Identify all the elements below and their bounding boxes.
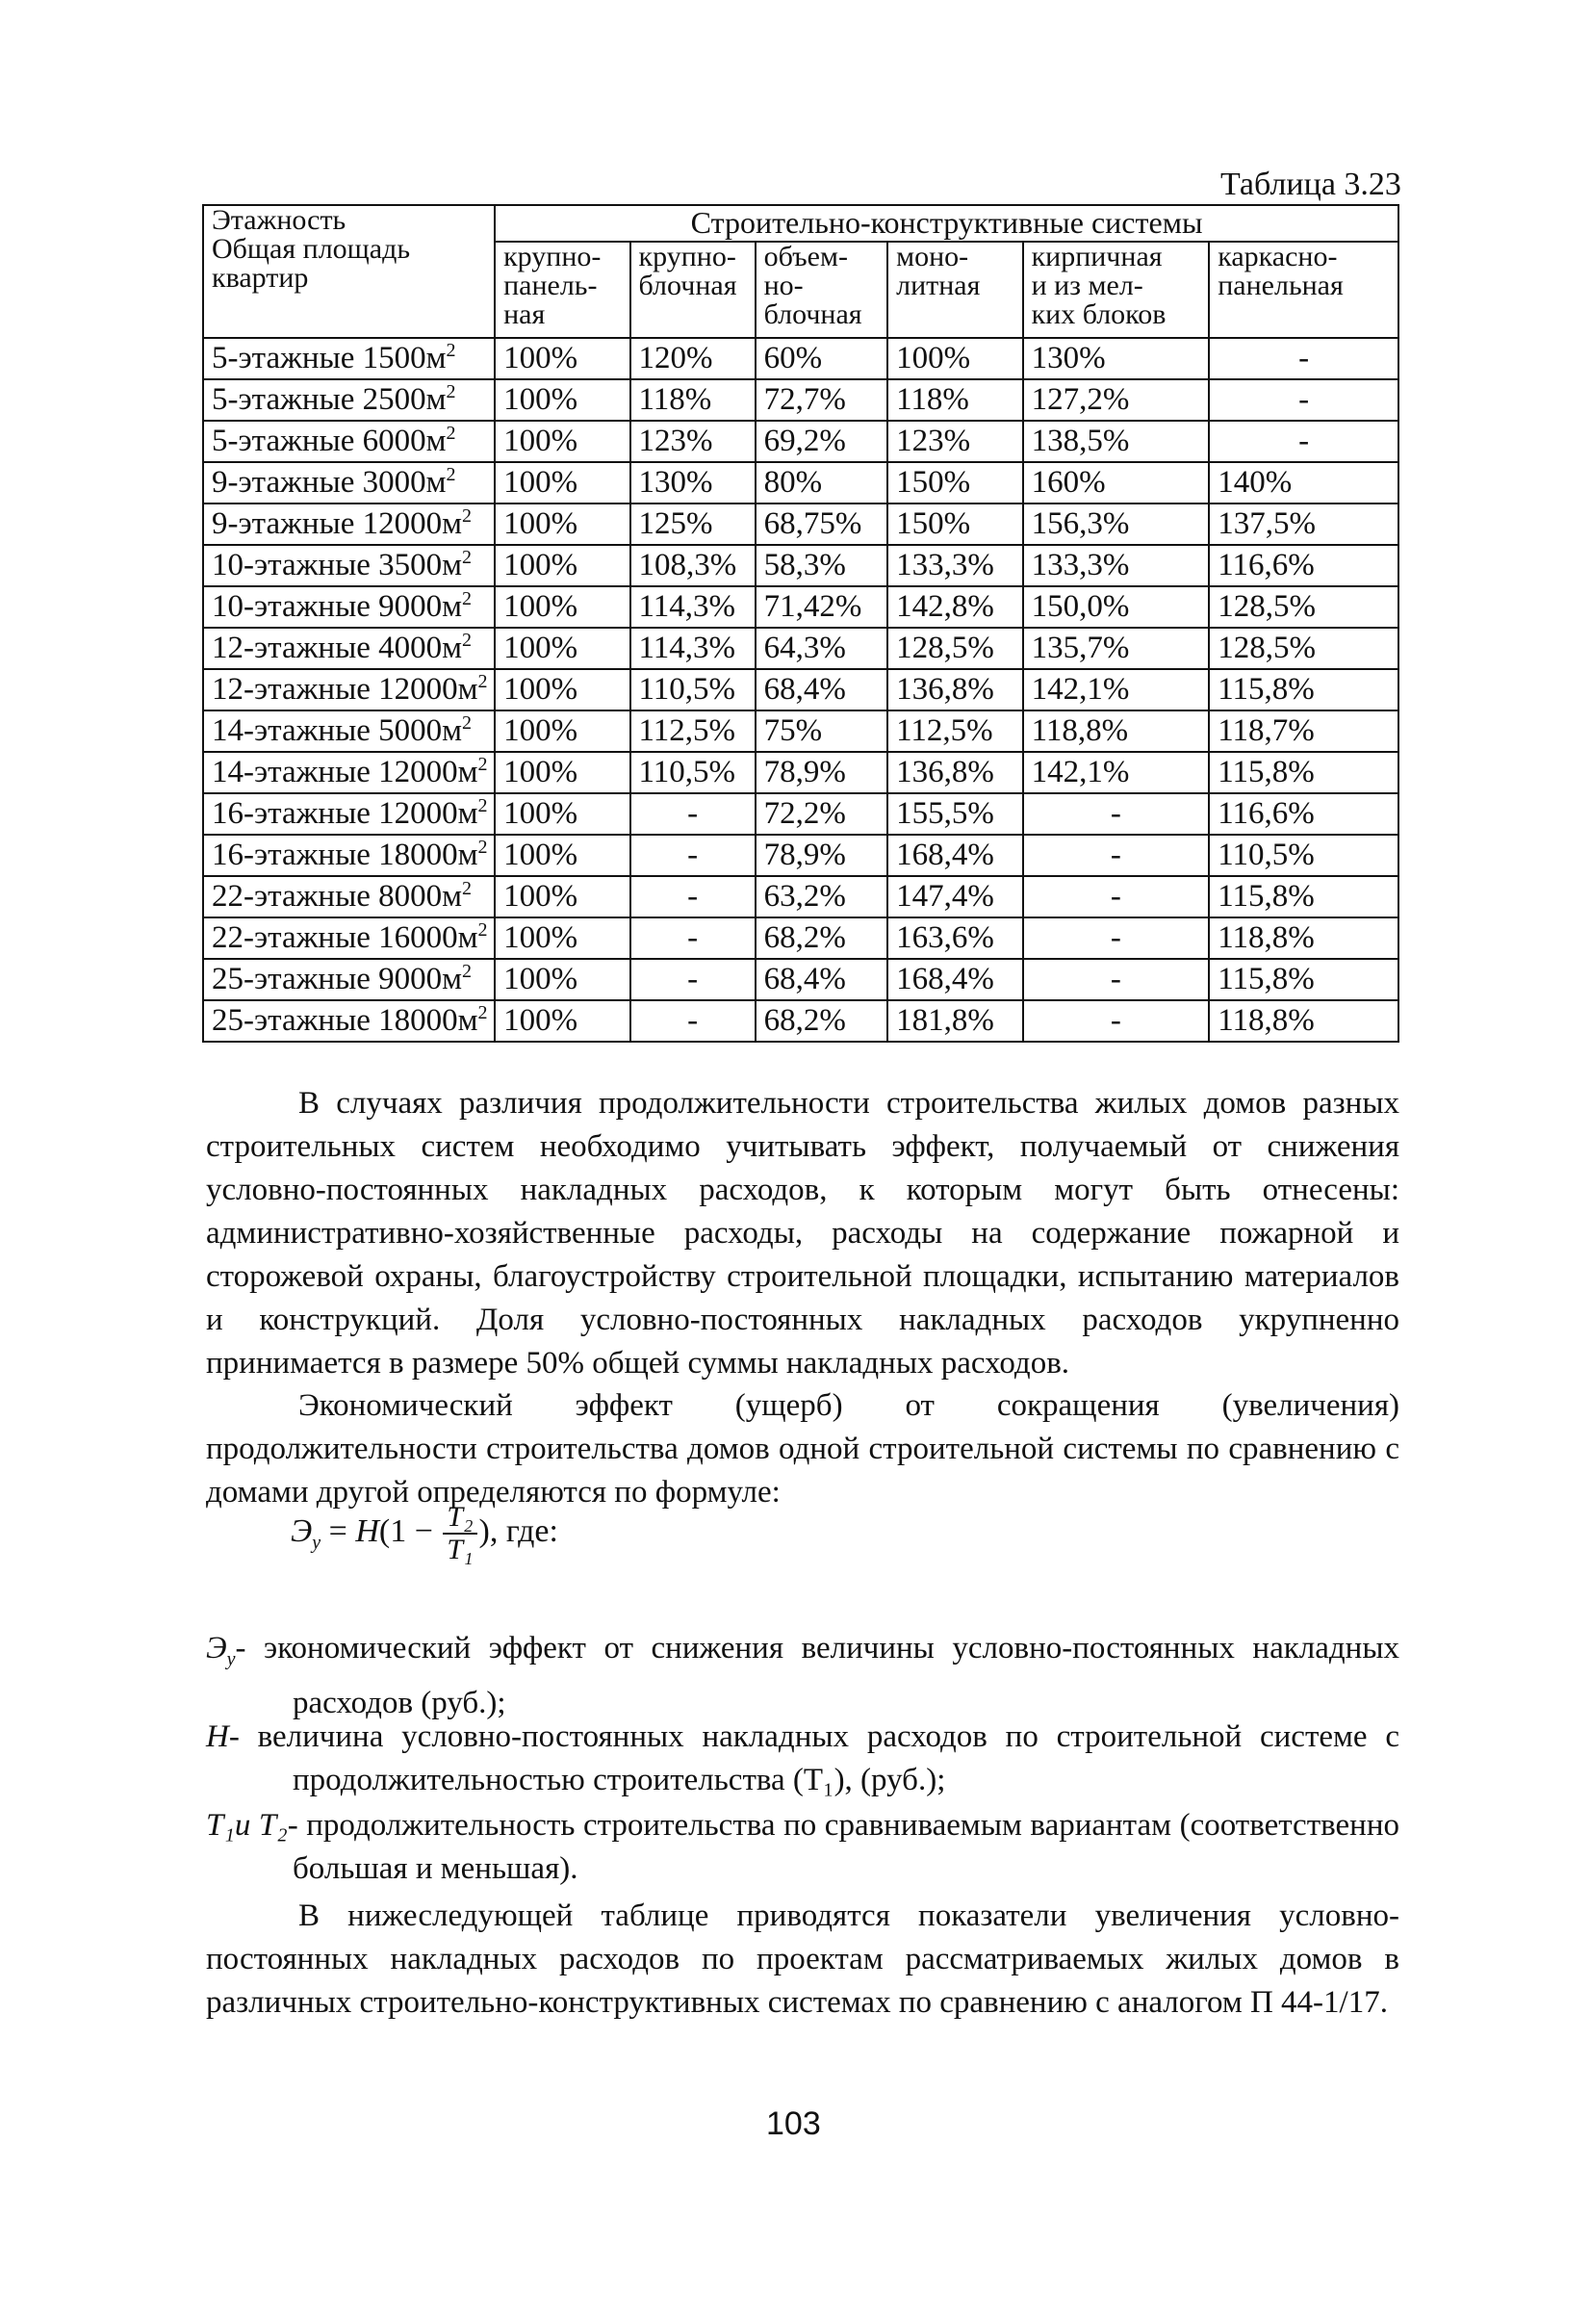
corner-header [203,205,495,338]
row-label-text: 25-этажные 9000м [212,962,463,996]
table-row [203,1000,1398,1042]
table-cell: 72,7% [756,379,887,421]
group-header: Строительно-конструктивные системы [495,205,1398,242]
table-row [203,876,1398,917]
table-row [203,835,1398,876]
formula-symbol: Н [355,1512,379,1549]
definition-subscript: у [226,1648,236,1670]
row-label-text: 9-этажные 12000м [212,506,463,541]
row-label-text: 22-этажные 16000м [212,920,478,955]
table-row [203,793,1398,835]
area-superscript: 2 [477,837,488,858]
table-cell: 108,3% [630,545,756,586]
table-cell: 115,8% [1209,876,1398,917]
table-cell: 128,5% [1209,628,1398,669]
table-cell: 115,8% [1209,669,1398,710]
row-label-text: 16-этажные 18000м [212,838,478,872]
table-cell: 78,9% [756,752,887,793]
table-cell: - [630,917,756,959]
area-superscript: 2 [477,1002,488,1023]
table-cell: 75% [756,710,887,752]
row-label-text: 22-этажные 8000м [212,879,463,914]
area-superscript: 2 [446,464,456,485]
table-cell: 100% [495,462,629,504]
table-cell: 150,0% [1023,586,1210,628]
column-header-line: но- [763,270,804,301]
column-header-line: кирпичная [1031,242,1163,272]
table-cell: - [1209,379,1398,421]
row-label [203,586,495,628]
table-cell: 100% [495,504,629,545]
column-header-line: крупно- [503,242,602,272]
table-cell: 72,2% [756,793,887,835]
row-label [203,752,495,793]
definition-text: - продолжительность строительства по сравниваемым вариантам (соответственно большая и меньшая). [287,1808,1399,1886]
table-cell: 100% [495,917,629,959]
column-header [756,242,887,338]
table-cell: - [630,959,756,1000]
column-header [1209,242,1398,338]
page-number: 103 [766,2105,821,2142]
row-label-text: 12-этажные 12000м [212,672,478,707]
definition-text: - величина условно-постоянных накладных расходов по строительной системе с продолжительностью строительства (T₁), (руб.); [228,1719,1399,1797]
table-cell: - [1209,338,1398,379]
table-cell: 100% [495,586,629,628]
formula-numerator: T₂ [443,1502,476,1535]
row-label [203,545,495,586]
table-cell: 120% [630,338,756,379]
definition-symbol: Э [206,1631,227,1666]
table-cell: 58,3% [756,545,887,586]
paragraph-next-table-intro [206,1895,1399,2025]
row-label [203,338,495,379]
table-cell: - [1023,793,1210,835]
table-cell: 133,3% [887,545,1022,586]
table-cell: 125% [630,504,756,545]
table-row [203,586,1398,628]
table-cell: 123% [887,421,1022,462]
table-cell: 128,5% [1209,586,1398,628]
corner-header-line: квартир [212,262,309,294]
formula-open: (1 − [378,1512,442,1549]
table-cell: 100% [495,545,629,586]
table-cell: 100% [495,959,629,1000]
area-superscript: 2 [477,671,488,692]
column-header [630,242,756,338]
table-cell: 142,8% [887,586,1022,628]
area-superscript: 2 [462,630,473,651]
area-superscript: 2 [462,547,473,568]
table-cell: 115,8% [1209,959,1398,1000]
row-label [203,835,495,876]
column-header-line: ких блоков [1031,298,1167,330]
table-cell: - [630,793,756,835]
table-cell: - [630,835,756,876]
table-cell: 114,3% [630,586,756,628]
formula-fraction [443,1502,476,1565]
table-row [203,504,1398,545]
table-cell: 68,2% [756,1000,887,1042]
table-cell: 130% [1023,338,1210,379]
row-label [203,876,495,917]
corner-header-line: Этажность [212,205,346,236]
corner-header-line: Общая площадь [212,233,411,265]
table-cell: 127,2% [1023,379,1210,421]
formula-equals: = [321,1512,356,1549]
table-cell: 135,7% [1023,628,1210,669]
table-cell: 69,2% [756,421,887,462]
table-cell: 100% [495,669,629,710]
column-header-line: объем- [763,242,848,272]
area-superscript: 2 [477,795,488,816]
table-cell: 68,4% [756,959,887,1000]
formula-denominator: T₁ [447,1534,474,1565]
row-label [203,917,495,959]
table-cell: 68,2% [756,917,887,959]
column-header-line: блочная [638,270,737,301]
table-cell: 163,6% [887,917,1022,959]
area-superscript: 2 [462,712,473,734]
table-cell: 118,8% [1023,710,1210,752]
table-row [203,462,1398,504]
formula-subscript: у [312,1532,321,1554]
table-cell: 112,5% [630,710,756,752]
table-cell: 116,6% [1209,793,1398,835]
table-cell: 168,4% [887,959,1022,1000]
column-header-line: и из мел- [1031,270,1143,301]
table-cell: 114,3% [630,628,756,669]
area-superscript: 2 [462,878,473,899]
table-row [203,545,1398,586]
table-cell: 68,75% [756,504,887,545]
row-label [203,504,495,545]
definition-item [206,1804,1399,1891]
table-cell: 118% [887,379,1022,421]
table-cell: 78,9% [756,835,887,876]
economic-effect-formula [291,1502,558,1565]
row-label-text: 16-этажные 12000м [212,796,478,831]
column-header [887,242,1022,338]
table-cell: 130% [630,462,756,504]
area-superscript: 2 [462,961,473,982]
table-cell: 100% [495,379,629,421]
table-row [203,421,1398,462]
column-header [1023,242,1210,338]
row-label-text: 5-этажные 6000м [212,424,447,458]
area-superscript: 2 [446,381,456,402]
column-header-line: литная [896,270,981,301]
row-label-text: 25-этажные 18000м [212,1003,478,1038]
paragraph-text: В случаях различия продолжительности строительства жилых домов разных строительных систем необходимо учитывать эффект, получаемый от снижения условно-постоянных накладных расходов, к которым могут быть отнесены: административно-хозяйственные расходы, расходы на содержание пожарной и сторожевой охраны, благоустройству строительной площадки, испытанию материалов и конструкций. Доля условно-постоянных накладных расходов укрупненно принимается в размере 50% общей суммы накладных расходов. [206,1086,1399,1381]
table-cell: 80% [756,462,887,504]
table-cell: 147,4% [887,876,1022,917]
table-cell: 71,42% [756,586,887,628]
row-label-text: 14-этажные 5000м [212,713,463,748]
table-cell: 140% [1209,462,1398,504]
table-cell: 168,4% [887,835,1022,876]
table-cell: 110,5% [630,669,756,710]
row-label [203,628,495,669]
table-cell: 118,8% [1209,917,1398,959]
paragraph-formula-intro [206,1384,1399,1514]
column-header-line: ная [503,298,546,330]
table-cell: 64,3% [756,628,887,669]
table-row [203,338,1398,379]
definition-symbol: Н [206,1719,229,1754]
row-label [203,379,495,421]
row-label [203,710,495,752]
row-label [203,1000,495,1042]
table-cell: - [1023,917,1210,959]
row-label [203,669,495,710]
data-table [202,204,1399,1043]
table-cell: 133,3% [1023,545,1210,586]
row-label-text: 5-этажные 1500м [212,341,447,375]
table-caption: Таблица 3.23 [1220,167,1401,202]
table-cell: 100% [495,752,629,793]
table-cell: 112,5% [887,710,1022,752]
paragraph-duration-effect [206,1082,1399,1385]
table-row [203,959,1398,1000]
table-cell: - [630,1000,756,1042]
column-header-line: панель- [503,270,598,301]
column-header-line: крупно- [638,242,736,272]
table-cell: 100% [495,793,629,835]
table-cell: 115,8% [1209,752,1398,793]
paragraph-text: В нижеследующей таблице приводятся показатели увеличения условно-постоянных накладных расходов по проектам рассматриваемых жилых домов в различных строительно-конструктивных системах по сравнению с аналогом П 44-1/17. [206,1898,1399,2020]
table-row [203,917,1398,959]
table-cell: 128,5% [887,628,1022,669]
table-cell: 136,8% [887,669,1022,710]
table-cell: 118,8% [1209,1000,1398,1042]
table-cell: 137,5% [1209,504,1398,545]
table-cell: 160% [1023,462,1210,504]
table-cell: 100% [495,835,629,876]
table-cell: - [630,876,756,917]
table-cell: 100% [495,628,629,669]
row-label-text: 5-этажные 2500м [212,382,447,417]
row-label-text: 10-этажные 3500м [212,548,463,582]
table-cell: 150% [887,504,1022,545]
table-cell: 136,8% [887,752,1022,793]
column-header-line: панельная [1218,270,1344,301]
table-cell: 116,6% [1209,545,1398,586]
table-cell: 63,2% [756,876,887,917]
table-cell: 142,1% [1023,669,1210,710]
table-cell: 118% [630,379,756,421]
row-label [203,959,495,1000]
row-label-text: 10-этажные 9000м [212,589,463,624]
row-label-text: 12-этажные 4000м [212,631,463,665]
table-cell: 100% [495,338,629,379]
definition-text: - экономический эффект от снижения величины условно-постоянных накладных расходов (руб.); [235,1631,1399,1720]
table-cell: 150% [887,462,1022,504]
area-superscript: 2 [462,505,473,527]
table-cell: 100% [887,338,1022,379]
table-cell: 110,5% [1209,835,1398,876]
table-cell: - [1023,876,1210,917]
column-header-line: моно- [896,242,969,272]
table-cell: 181,8% [887,1000,1022,1042]
table-row [203,379,1398,421]
table-cell: 100% [495,710,629,752]
table-cell: - [1023,959,1210,1000]
table-cell: 60% [756,338,887,379]
table-cell: 68,4% [756,669,887,710]
table-cell: 118,7% [1209,710,1398,752]
column-header [495,242,629,338]
area-superscript: 2 [462,588,473,609]
table-cell: 123% [630,421,756,462]
table-row [203,752,1398,793]
formula-close: ), [478,1512,499,1549]
table-cell: 138,5% [1023,421,1210,462]
table-cell: 100% [495,1000,629,1042]
table-cell: - [1209,421,1398,462]
table-cell: 142,1% [1023,752,1210,793]
row-label [203,462,495,504]
table-cell: - [1023,835,1210,876]
definition-item [206,1716,1399,1802]
table-cell: 155,5% [887,793,1022,835]
definition-item [206,1627,1399,1725]
formula-symbol: Э [291,1512,313,1549]
area-superscript: 2 [446,423,456,444]
table-cell: 110,5% [630,752,756,793]
table-row [203,669,1398,710]
paragraph-text: Экономический эффект (ущерб) от сокращения (увеличения) продолжительности строительства домов одной строительной системы по сравнению с домами другой определяются по формуле: [206,1388,1399,1510]
definition-symbol: T₁и T₂ [206,1808,288,1843]
table-cell: - [1023,1000,1210,1042]
row-label [203,421,495,462]
row-label-text: 9-этажные 3000м [212,465,447,500]
area-superscript: 2 [446,340,456,361]
table-cell: 100% [495,876,629,917]
area-superscript: 2 [477,754,488,775]
area-superscript: 2 [477,919,488,941]
column-header-line: блочная [763,298,862,330]
column-header-line: каркасно- [1218,242,1338,272]
table-row [203,710,1398,752]
row-label-text: 14-этажные 12000м [212,755,478,789]
table-row [203,628,1398,669]
table-cell: 100% [495,421,629,462]
row-label [203,793,495,835]
formula-suffix: где: [498,1512,558,1549]
table-cell: 156,3% [1023,504,1210,545]
